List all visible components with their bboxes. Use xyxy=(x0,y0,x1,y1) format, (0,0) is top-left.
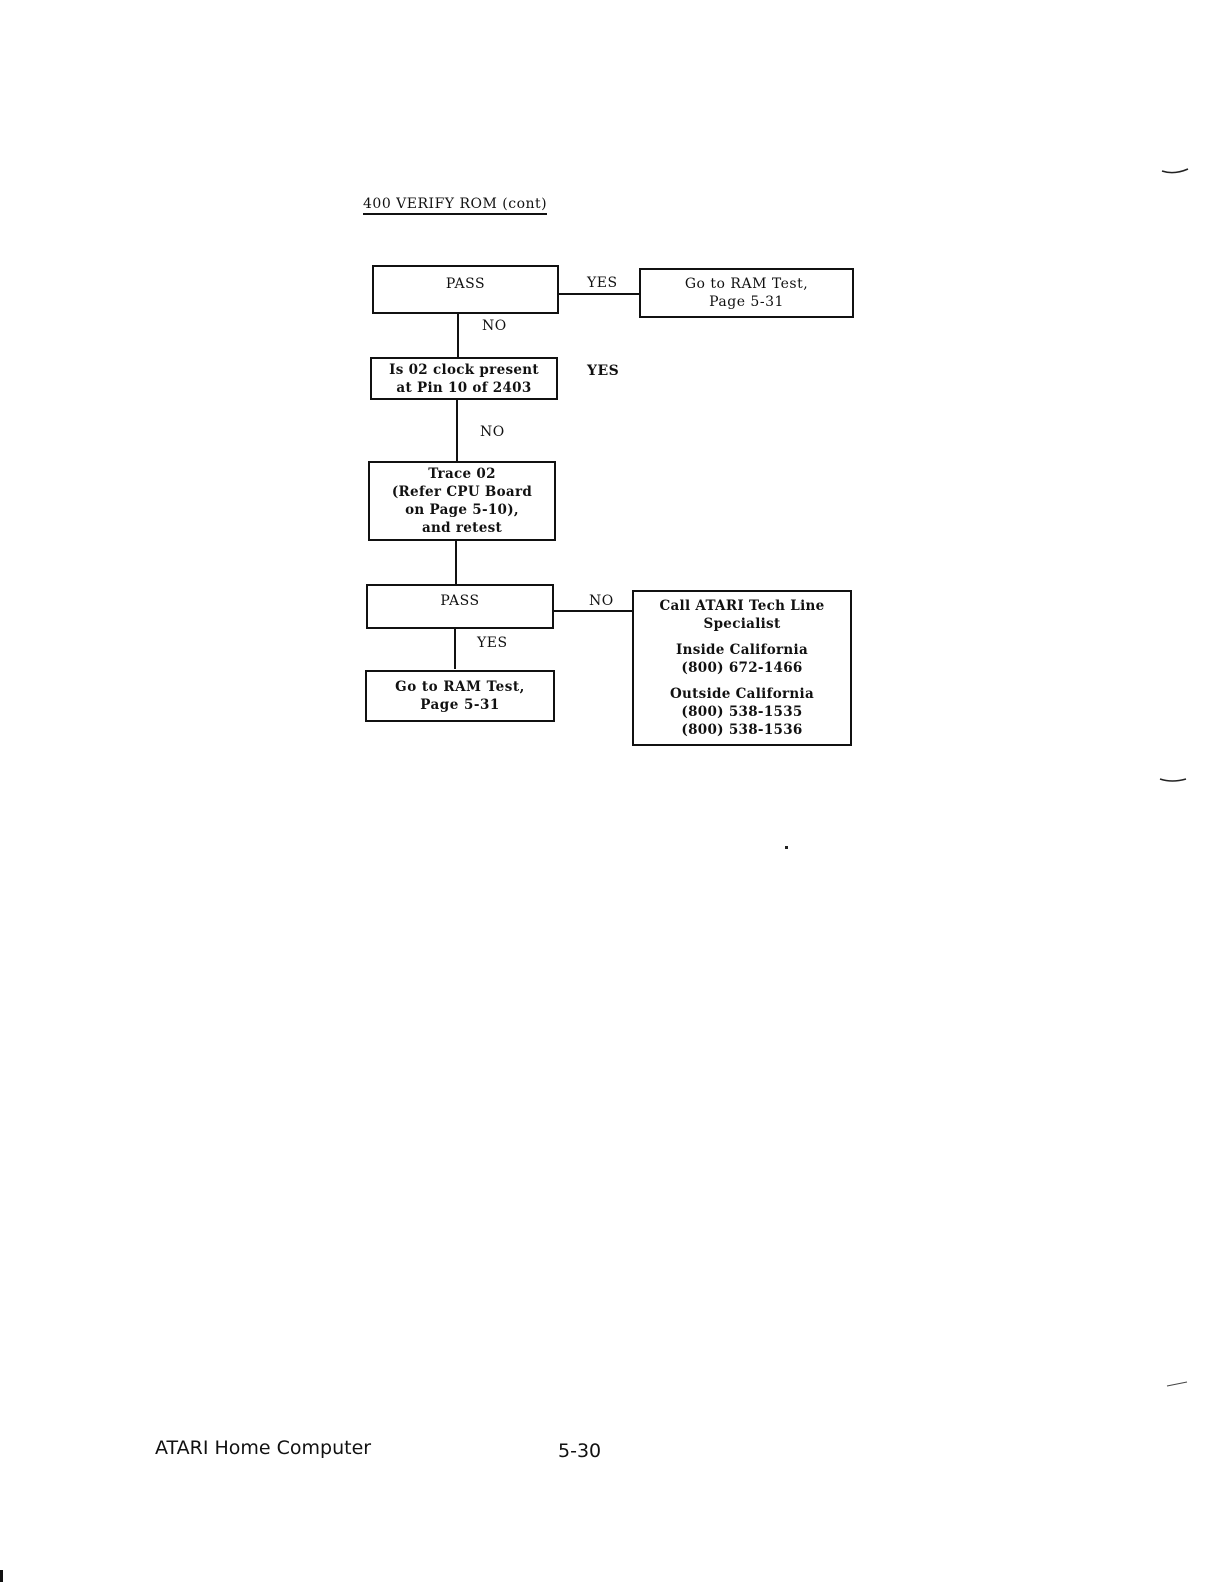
scan-mark-lower-right xyxy=(1165,1380,1189,1390)
trace-line-3: on Page 5-10), xyxy=(405,502,519,518)
edge-label-pass2-no: NO xyxy=(589,593,614,609)
clock-check-box xyxy=(370,357,558,400)
connector-pass1-yes xyxy=(558,293,640,295)
pass-box-1 xyxy=(372,265,559,314)
footer-product-name: ATARI Home Computer xyxy=(155,1437,372,1459)
footer-page-number: 5-30 xyxy=(558,1440,602,1462)
pass-box-1-label: PASS xyxy=(445,276,486,292)
edge-label-pass1-no: NO xyxy=(482,318,507,334)
goto-ram-test-2-line-2: Page 5-31 xyxy=(420,697,500,713)
trace-line-4: and retest xyxy=(421,520,503,536)
tech-line-title-1: Call ATARI Tech Line xyxy=(659,598,825,614)
outside-california-phone-1: (800) 538-1535 xyxy=(681,704,803,720)
inside-california-phone: (800) 672-1466 xyxy=(681,660,803,676)
goto-ram-test-2-line-1: Go to RAM Test, xyxy=(395,679,525,695)
diagram-heading: 400 VERIFY ROM (cont) xyxy=(363,196,547,215)
connector-trace-retest xyxy=(455,540,457,585)
edge-label-clock-no: NO xyxy=(480,424,505,440)
connector-pass2-no xyxy=(553,610,634,612)
pass-box-2-label: PASS xyxy=(440,593,480,609)
scan-mark-mid-right xyxy=(1158,776,1188,786)
edge-label-pass1-yes: YES xyxy=(587,275,618,291)
clock-check-line-2: at Pin 10 of 2403 xyxy=(396,379,532,396)
goto-ram-test-1-line-1: Go to RAM Test, xyxy=(684,276,809,292)
pass-box-2 xyxy=(366,584,554,629)
scan-dot xyxy=(785,846,788,849)
edge-label-pass2-yes: YES xyxy=(477,635,508,651)
goto-ram-test-1-line-2: Page 5-31 xyxy=(709,294,784,310)
inside-california-label: Inside California xyxy=(675,642,809,658)
trace-box xyxy=(368,461,556,541)
outside-california-label: Outside California xyxy=(669,686,815,702)
goto-ram-test-box-2 xyxy=(365,670,555,722)
trace-line-2: (Refer CPU Board xyxy=(391,484,533,500)
connector-clock-no xyxy=(456,399,458,462)
connector-pass1-no xyxy=(457,313,459,358)
connector-pass2-yes xyxy=(454,627,456,669)
tech-line-box xyxy=(632,590,852,746)
trace-line-1: Trace 02 xyxy=(428,466,496,482)
clock-check-line-1: Is 02 clock present xyxy=(389,361,539,378)
edge-label-clock-yes: YES xyxy=(587,363,620,379)
outside-california-phone-2: (800) 538-1536 xyxy=(681,722,803,738)
scan-mark-bottom-left xyxy=(0,1570,3,1582)
tech-line-title-2: Specialist xyxy=(703,616,781,632)
goto-ram-test-box-1 xyxy=(639,268,854,318)
scan-mark-top-right xyxy=(1160,167,1190,177)
